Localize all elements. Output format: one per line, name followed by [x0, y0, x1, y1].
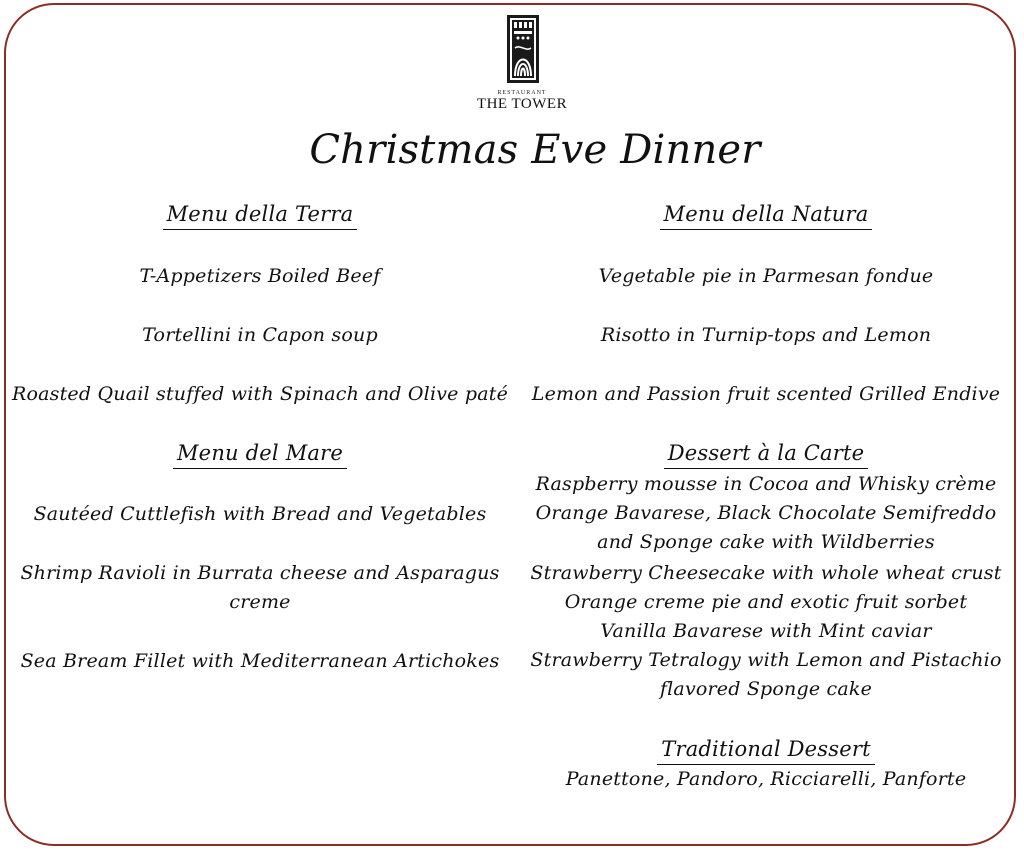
restaurant-label: RESTAURANT — [497, 90, 547, 96]
menu-item: Vanilla Bavarese with Mint caviar — [600, 620, 932, 642]
menu-item: Lemon and Passion fruit scented Grilled Endive — [531, 383, 1001, 405]
menu-item: Tortellini in Capon soup — [142, 324, 378, 346]
section-heading-dessert-label: Dessert à la Carte — [664, 439, 869, 469]
page-title: Christmas Eve Dinner — [309, 127, 761, 173]
menu-item: Orange Bavarese, Black Chocolate Semifreddo and Sponge cake with Wildberries — [535, 502, 997, 553]
menu-item: Strawberry Tetralogy with Lemon and Pistachio flavored Sponge cake — [530, 649, 1002, 700]
menu-item: Orange creme pie and exotic fruit sorbet — [564, 591, 968, 613]
section-heading-mare — [10, 439, 510, 469]
menu-item: Raspberry mousse in Cocoa and Whisky crème — [535, 473, 997, 495]
menu-item: Strawberry Cheesecake with whole wheat crust — [530, 562, 1002, 584]
section-heading-terra — [10, 200, 510, 230]
section-heading-natura-label: Menu della Natura — [660, 200, 873, 230]
section-heading-traditional — [528, 735, 1004, 765]
menu-item: Panettone, Pandoro, Ricciarelli, Panforte — [565, 768, 967, 790]
section-heading-dessert — [528, 439, 1004, 469]
section-heading-mare-label: Menu del Mare — [173, 439, 347, 469]
menu-item: Shrimp Ravioli in Burrata cheese and Asparagus creme — [20, 562, 500, 613]
menu-item: Sautéed Cuttlefish with Bread and Vegetables — [33, 503, 487, 525]
menu-item: Roasted Quail stuffed with Spinach and Olive paté — [11, 383, 509, 405]
tower-logo-icon — [506, 14, 540, 84]
menu-item: Risotto in Turnip-tops and Lemon — [600, 324, 932, 346]
restaurant-name: THE TOWER — [476, 96, 568, 112]
section-heading-natura — [528, 200, 1004, 230]
menu-item: Vegetable pie in Parmesan fondue — [598, 265, 934, 287]
section-heading-traditional-label: Traditional Dessert — [657, 735, 874, 765]
menu-item: Sea Bream Fillet with Mediterranean Artichokes — [20, 650, 500, 672]
menu-item: T-Appetizers Boiled Beef — [139, 265, 381, 287]
section-heading-terra-label: Menu della Terra — [163, 200, 358, 230]
